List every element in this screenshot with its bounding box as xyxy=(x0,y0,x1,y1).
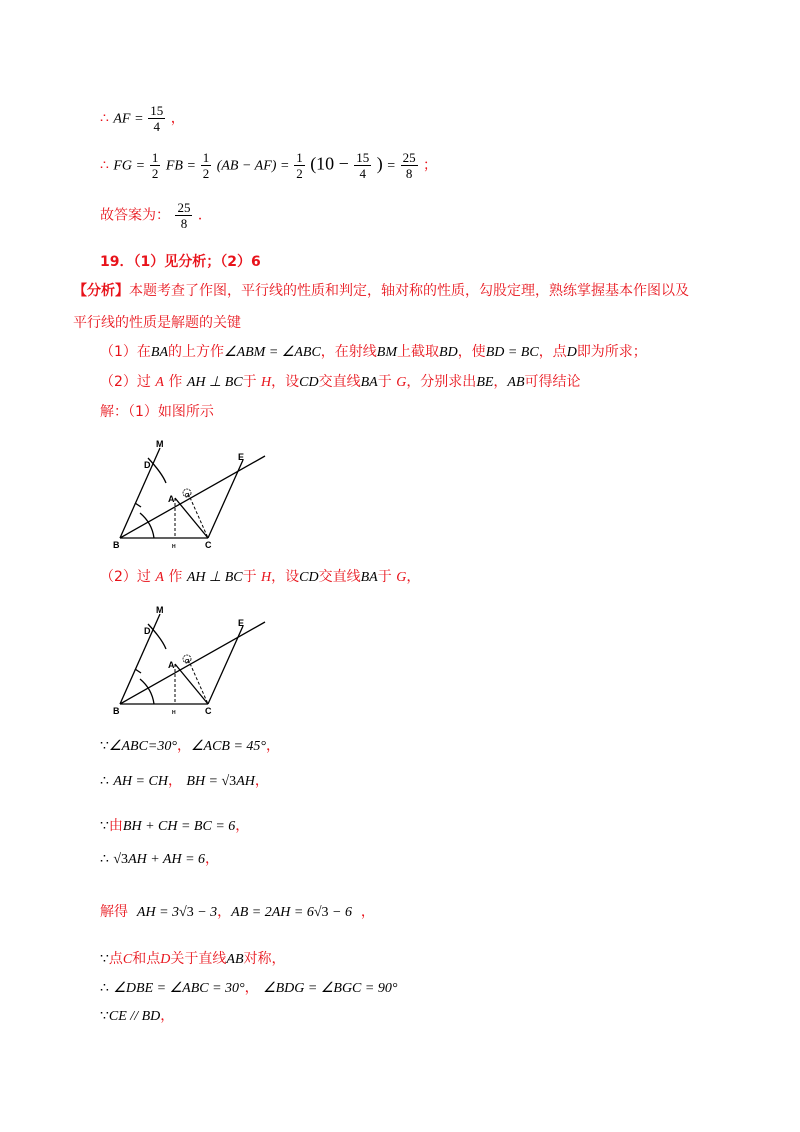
symmetry-statement: ∵点C和点D关于直线AB对称， xyxy=(100,951,286,967)
given-angles: ∵∠ABC=30°，∠ACB = 45°， xyxy=(100,738,281,754)
label-b: B xyxy=(113,706,120,716)
ray-be xyxy=(120,456,265,538)
sum-equation: ∵由BH + CH = BC = 6， xyxy=(100,818,250,834)
label-d: D xyxy=(144,460,151,470)
ray-be xyxy=(120,622,265,704)
label-h: H xyxy=(172,544,176,550)
ray-bm xyxy=(120,448,160,538)
label-g: G xyxy=(185,493,189,499)
tick-mark xyxy=(135,503,141,507)
label-e: E xyxy=(238,452,245,462)
label-h: H xyxy=(172,710,176,716)
ah-ch-relation: ∴ AH = CH， BH = √3AH， xyxy=(100,773,269,789)
ah-equation: ∴ √3AH + AH = 6， xyxy=(100,851,220,867)
segment-ce xyxy=(208,626,243,704)
segment-cg xyxy=(188,493,208,538)
label-a: A xyxy=(168,660,175,670)
step-af-value: ∴ AF = $\frac{15}{4}$ ， xyxy=(100,103,185,134)
label-m: M xyxy=(156,605,164,615)
step-fg-calculation: ∴ FG = $\frac{1}{2}$ FB = $\frac{1}{2}$ (AB − AF) = $\frac{1}{2}$ (10 − $\frac{15}{4}$ ) = $\frac{25}{8}$ ； xyxy=(100,150,438,181)
label-d: D xyxy=(144,626,151,636)
label-c: C xyxy=(205,540,212,550)
answer-label: 故答案为： xyxy=(100,207,170,224)
question-19-heading: 19．（1）见分析；（2）6 xyxy=(100,254,261,270)
step-3-description: （2）过 A 作 AH ⊥ BC于 H，设CD交直线BA于 G， xyxy=(100,569,421,585)
segment-ac xyxy=(175,498,208,538)
solution-part-1: 解：（1）如图所示 xyxy=(100,404,214,420)
label-m: M xyxy=(156,439,164,449)
answer-fraction: $\frac{25}{8}$ xyxy=(177,200,191,231)
equals: = xyxy=(134,111,143,127)
analysis-paragraph: 【分析】本题考查了作图，平行线的性质和判定，轴对称的性质，勾股定理，熟练掌握基本作图以及 xyxy=(73,283,689,299)
label-e: E xyxy=(238,618,245,628)
construction-figure-2 xyxy=(110,604,280,719)
construction-figure-1 xyxy=(110,438,280,553)
tick-mark xyxy=(135,669,141,673)
segment-af: AF xyxy=(113,111,131,127)
solution-values: 解得 AH = 3√3 − 3，AB = 2AH = 6√3 − 6 ， xyxy=(100,904,375,920)
analysis-paragraph-cont: 平行线的性质是解题的关键 xyxy=(73,315,241,331)
segment-ce xyxy=(208,460,243,538)
label-a: A xyxy=(168,494,175,504)
therefore-symbol: ∴ xyxy=(100,157,109,174)
step-1-description: （1）在BA的上方作∠ABM = ∠ABC，在射线BM上截取BD，使BD = BC，点D即为所求； xyxy=(100,344,647,360)
fraction-15-4: $\frac{15}{4}$ xyxy=(150,103,164,134)
step-2-description: （2）过 A 作 AH ⊥ BC于 H，设CD交直线BA于 G，分别求出BE，AB可得结论 xyxy=(100,374,581,390)
label-b: B xyxy=(113,540,120,550)
answer-line: 故答案为： $\frac{25}{8}$ ． xyxy=(100,200,212,231)
label-c: C xyxy=(205,706,212,716)
ray-bm xyxy=(120,614,160,704)
angle-conclusion: ∴ ∠DBE = ∠ABC = 30°， ∠BDG = ∠BGC = 90° xyxy=(100,980,398,996)
therefore-symbol: ∴ xyxy=(100,110,109,127)
segment-ac xyxy=(175,664,208,704)
segment-cg xyxy=(188,659,208,704)
analysis-tag: 【分析】 xyxy=(73,283,129,299)
parallel-statement: ∵CE // BD， xyxy=(100,1008,175,1024)
label-g: G xyxy=(185,659,189,665)
